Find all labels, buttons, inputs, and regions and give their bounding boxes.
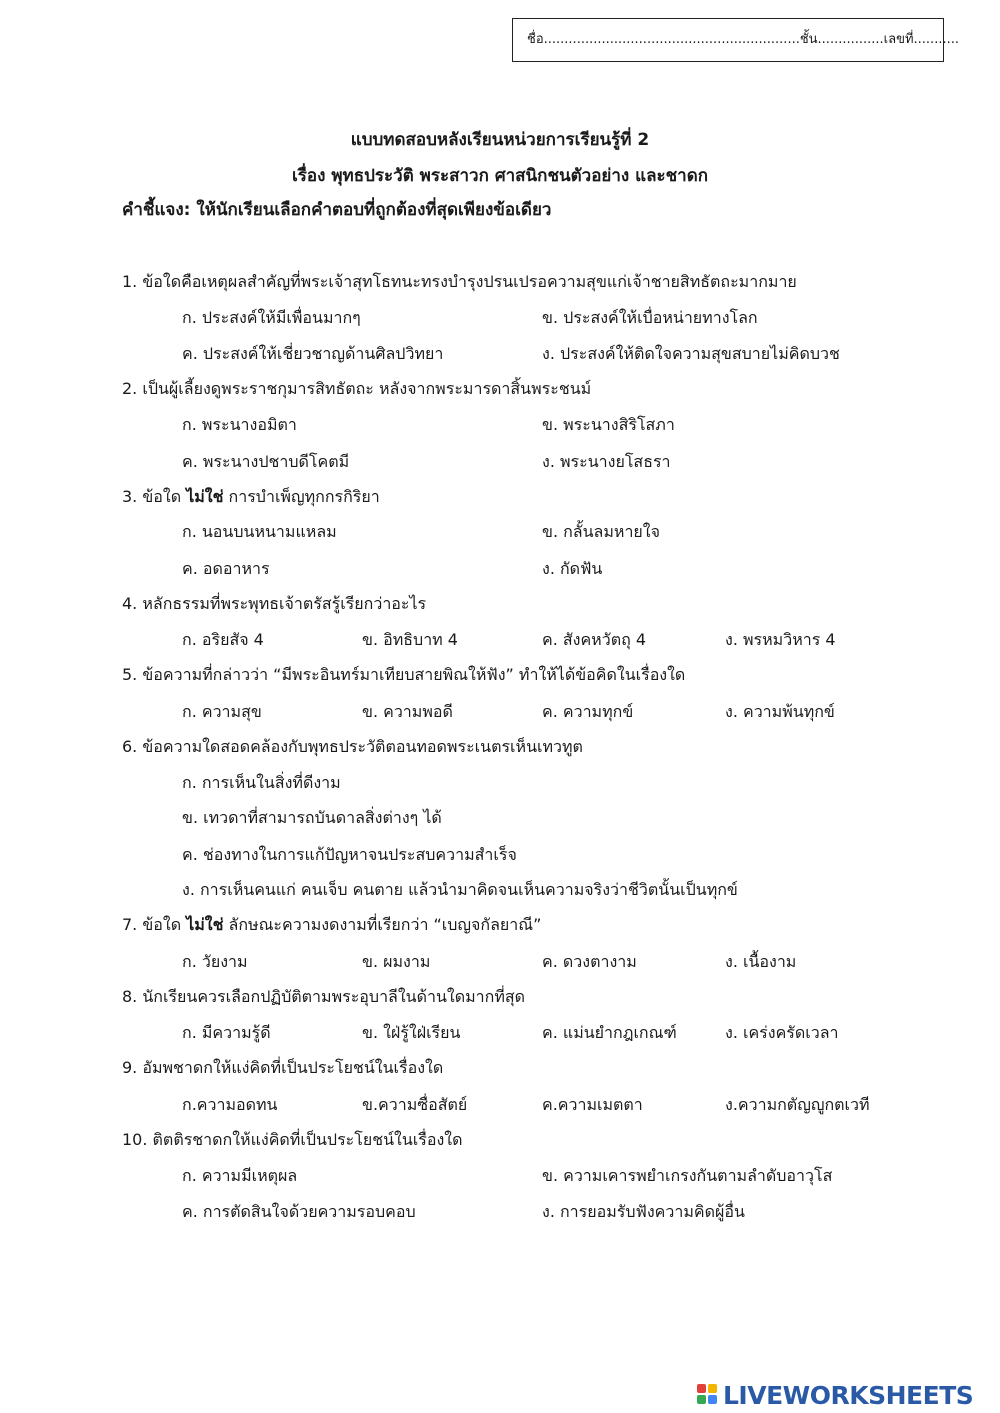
question-5: 5. ข้อความที่กล่าวว่า “มีพระอินทร์มาเทียบสายพิณให้ฟัง” ทำให้ได้ข้อคิดในเรื่องใด [122,665,686,684]
question-8: 8. นักเรียนควรเลือกปฏิบัติตามพระอุบาลีในด้านใดมากที่สุด [122,987,526,1006]
liveworksheets-logo [697,1380,973,1410]
option-2d[interactable]: ง. พระนางยโสธรา [542,452,671,471]
test-subject: เรื่อง พุทธประวัติ พระสาวก ศาสนิกชนตัวอย่าง และชาดก [291,166,709,186]
option-6b[interactable]: ข. เทวดาที่สามารถบันดาลสิ่งต่างๆ ได้ [182,808,442,827]
option-10d[interactable]: ง. การยอมรับฟังความคิดผู้อื่น [542,1202,745,1221]
option-3b[interactable]: ข. กลั้นลมหายใจ [542,522,660,541]
logo-squares-icon [697,1383,719,1407]
option-6a[interactable]: ก. การเห็นในสิ่งที่ดีงาม [182,773,341,792]
option-1a[interactable]: ก. ประสงค์ให้มีเพื่อนมากๆ [182,308,361,327]
option-1c[interactable]: ค. ประสงค์ให้เชี่ยวชาญด้านศิลปวิทยา [182,344,444,363]
question-3 [122,485,380,510]
option-10b[interactable]: ข. ความเคารพยำเกรงกันตามลำดับอาวุโส [542,1166,833,1185]
option-6c[interactable]: ค. ช่องทางในการแก้ปัญหาจนประสบความสำเร็จ [182,845,517,864]
question-7-suffix: ลักษณะความงดงามที่เรียกว่า “เบญจกัลยาณี” [223,915,542,934]
option-1b[interactable]: ข. ประสงค์ให้เบื่อหน่ายทางโลก [542,308,758,327]
option-7a[interactable]: ก. วัยงาม [182,952,248,971]
question-3-prefix: 3. ข้อใด [122,487,187,506]
option-3d[interactable]: ง. กัดฟัน [542,559,603,578]
option-3a[interactable]: ก. นอนบนหนามแหลม [182,522,337,541]
test-title: แบบทดสอบหลังเรียนหน่วยการเรียนรู้ที่ 2 [350,130,650,150]
option-9b[interactable]: ข.ความซื่อสัตย์ [362,1095,468,1114]
option-2a[interactable]: ก. พระนางอมิตา [182,415,297,434]
instructions: คำชี้แจง: ให้นักเรียนเลือกคำตอบที่ถูกต้องที่สุดเพียงข้อเดียว [122,200,552,220]
option-9a[interactable]: ก.ความอดทน [182,1095,278,1114]
student-info-box [512,18,959,62]
option-8a[interactable]: ก. มีความรู้ดี [182,1023,271,1042]
question-7-prefix: 7. ข้อใด [122,915,187,934]
option-4c[interactable]: ค. สังคหวัตถุ 4 [542,630,647,649]
option-8c[interactable]: ค. แม่นยำกฎเกณฑ์ [542,1023,677,1042]
option-6d[interactable]: ง. การเห็นคนแก่ คนเจ็บ คนตาย แล้วนำมาคิดจนเห็นความจริงว่าชีวิตนั้นเป็นทุกข์ [182,880,738,899]
option-10a[interactable]: ก. ความมีเหตุผล [182,1166,298,1185]
option-5b[interactable]: ข. ความพอดี [362,702,453,721]
option-7d[interactable]: ง. เนื้องาม [725,952,797,971]
option-4a[interactable]: ก. อริยสัจ 4 [182,630,264,649]
option-4d[interactable]: ง. พรหมวิหาร 4 [725,630,836,649]
option-5a[interactable]: ก. ความสุข [182,702,262,721]
question-7-emphasis: ไม่ใช่ [186,915,224,934]
option-8d[interactable]: ง. เคร่งครัดเวลา [725,1023,839,1042]
option-7c[interactable]: ค. ดวงตางาม [542,952,637,971]
option-5d[interactable]: ง. ความพ้นทุกข์ [725,702,835,721]
student-info-line: ชื่อ..............................................................ชั้น................เลขที่........... [527,32,959,47]
option-3c[interactable]: ค. อดอาหาร [182,559,270,578]
option-2b[interactable]: ข. พระนางสิริโสภา [542,415,675,434]
option-9d[interactable]: ง.ความกตัญญูกตเวที [725,1095,870,1114]
question-3-suffix: การบำเพ็ญทุกกรกิริยา [223,487,380,506]
question-7 [122,913,541,938]
option-1d[interactable]: ง. ประสงค์ให้ติดใจความสุขสบายไม่คิดบวช [542,344,840,363]
question-1: 1. ข้อใดคือเหตุผลสำคัญที่พระเจ้าสุทโธทนะทรงบำรุงปรนเปรอความสุขแก่เจ้าชายสิทธัตถะมากมาย [122,272,797,291]
option-2c[interactable]: ค. พระนางปชาบดีโคตมี [182,452,350,471]
question-6: 6. ข้อความใดสอดคล้องกับพุทธประวัติตอนทอดพระเนตรเห็นเทวทูต [122,737,583,756]
option-7b[interactable]: ข. ผมงาม [362,952,431,971]
logo-text: LIVEWORKSHEETS [723,1380,974,1410]
option-10c[interactable]: ค. การตัดสินใจด้วยความรอบคอบ [182,1202,416,1221]
option-4b[interactable]: ข. อิทธิบาท 4 [362,630,458,649]
question-2: 2. เป็นผู้เลี้ยงดูพระราชกุมารสิทธัตถะ หลังจากพระมารดาสิ้นพระชนม์ [122,379,592,398]
question-4: 4. หลักธรรมที่พระพุทธเจ้าตรัสรู้เรียกว่าอะไร [122,594,427,613]
option-8b[interactable]: ข. ใฝ่รู้ใฝ่เรียน [362,1023,461,1042]
question-9: 9. อัมพชาดกให้แง่คิดที่เป็นประโยชน์ในเรื่องใด [122,1058,444,1077]
option-9c[interactable]: ค.ความเมตตา [542,1095,643,1114]
option-5c[interactable]: ค. ความทุกข์ [542,702,634,721]
question-3-emphasis: ไม่ใช่ [186,487,224,506]
question-10: 10. ติตติรชาดกให้แง่คิดที่เป็นประโยชน์ในเรื่องใด [122,1130,463,1149]
